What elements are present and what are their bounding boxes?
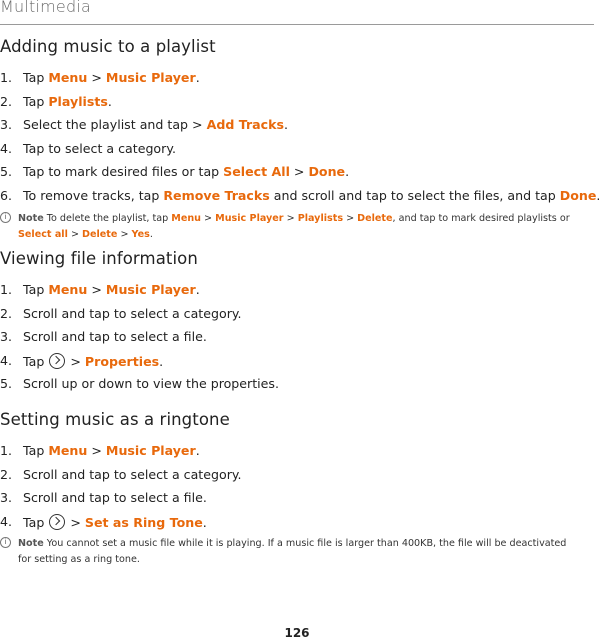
menu-link: Menu [48,70,88,85]
header-title: Multimedia [0,0,91,16]
info-icon: i [0,212,11,223]
menu-arrow-icon [49,514,65,530]
info-icon: i [0,537,11,548]
menu-link: Menu [48,443,88,458]
menu-link: Menu [48,282,88,297]
add-tracks-link: Add Tracks [206,117,285,133]
note-label: Note [18,538,44,549]
music-player-link: Music Player [105,282,196,297]
music-player-link: Music Player [105,443,196,458]
select-all-link: Select All [223,164,290,180]
done-link: Done [308,164,346,180]
remove-tracks-link: Remove Tracks [163,187,270,203]
note-label: Note [18,213,44,224]
done-link: Done [559,187,597,203]
page-header [0,0,594,25]
set-as-ring-tone-link: Set as Ring Tone [84,514,203,530]
properties-link: Properties [84,353,160,369]
section-title-adding-music: Adding music to a playlist [0,37,216,56]
playlists-link: Playlists [48,93,108,109]
music-player-link: Music Player [105,70,196,85]
menu-arrow-icon [49,353,65,369]
page-number: 126 [284,626,310,640]
section-title-ringtone: Setting music as a ringtone [0,410,230,429]
section-title-viewing-file-info: Viewing file information [0,249,198,268]
